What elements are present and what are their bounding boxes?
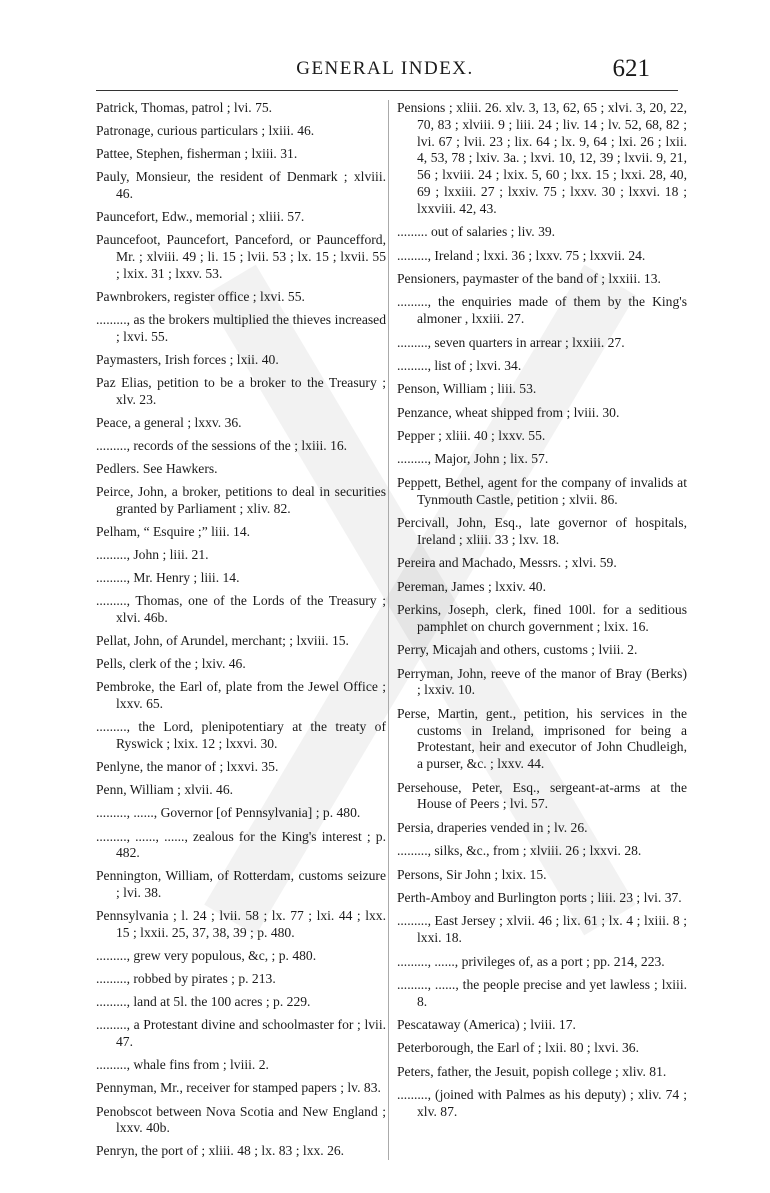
index-entry: Pennsylvania ; l. 24 ; lvii. 58 ; lx. 77 ; lxi. 44 ; lxx. 15 ; lxxii. 25, 37, 38, 39 ; p. 480. bbox=[96, 908, 386, 941]
page-number: 621 bbox=[612, 55, 650, 82]
index-entry: Peters, father, the Jesuit, popish college ; xliv. 81. bbox=[397, 1063, 667, 1079]
index-entry: Percivall, John, Esq., late governor of hospitals, Ireland ; xliii. 33 ; lxv. 18. bbox=[397, 515, 687, 547]
index-entry: Pellat, John, of Arundel, merchant; ; lxviii. 15. bbox=[96, 633, 349, 649]
index-entry: Pepper ; xliii. 40 ; lxxv. 55. bbox=[397, 428, 546, 444]
index-entry: Pereman, James ; lxxiv. 40. bbox=[397, 578, 546, 594]
index-entry: ........., a Protestant divine and schoolmaster for ; lvii. 47. bbox=[96, 1017, 386, 1050]
index-entry: ........., Mr. Henry ; liii. 14. bbox=[96, 570, 240, 586]
index-entry: Patrick, Thomas, patrol ; lvi. 75. bbox=[96, 100, 273, 115]
index-entry: Persia, draperies vended in ; lv. 26. bbox=[397, 819, 588, 835]
index-entry: Pelham, “ Esquire ;” liii. 14. bbox=[96, 524, 251, 540]
index-entry: ........., robbed by pirates ; p. 213. bbox=[96, 971, 276, 987]
index-entry: Perth-Amboy and Burlington ports ; liii. 23 ; lvi. 37. bbox=[397, 889, 682, 905]
index-entry: Persehouse, Peter, Esq., sergeant-at-arms at the House of Peers ; lvi. 57. bbox=[397, 779, 687, 812]
index-entry: ........., East Jersey ; xlvii. 46 ; lix. 61 ; lx. 4 ; lxiii. 8 ; lxxi. 18. bbox=[397, 913, 687, 946]
page-title: GENERAL INDEX. bbox=[296, 58, 474, 79]
index-entry: ........., John ; liii. 21. bbox=[96, 547, 209, 563]
index-entry: ........., seven quarters in arrear ; lxxiii. 27. bbox=[397, 334, 625, 350]
index-entry: Pensions ; xliii. 26. xlv. 3, 13, 62, 65 ; xlvi. 3, 20, 22, 70, 83 ; xlviii. 9 ; liii. 24 ; liv. 14 ; lv. 52, 68, 82 ; lvi. 67 ; lvii. 23 ; lix. 64 ; lx. 9, 64 ; lxi. 26 ; lxii. 4, 53, 78 ; lxiv. 3a. ; lxvi. 10, 12, 39 ; lxvii. 9, 21, 56 ; lxviii. 24 ; lxix. 5, 60 ; lxx. 15 ; lxxi. 28, 40, 69 ; lxxiii. 27 ; lxxiv. 75 ; lxxv. 30 ; lxxvi. 18 ; lxxviii. 42, 43. bbox=[397, 100, 687, 216]
index-entry: Penobscot between Nova Scotia and New England ; lxxv. 40b. bbox=[96, 1103, 386, 1136]
index-entry: Patronage, curious particulars ; lxiii. 46. bbox=[96, 123, 315, 139]
index-entry: Paymasters, Irish forces ; lxii. 40. bbox=[96, 351, 279, 367]
index-entry: ........., Ireland ; lxxi. 36 ; lxxv. 75 ; lxxvii. 24. bbox=[397, 247, 646, 263]
index-entry: Paz Elias, petition to be a broker to the Treasury ; xlv. 23. bbox=[96, 375, 386, 407]
index-entry: Pescataway (America) ; lviii. 17. bbox=[397, 1017, 576, 1033]
index-entry: Pennington, William, of Rotterdam, customs seizure ; lvi. 38. bbox=[96, 868, 386, 901]
column-divider bbox=[388, 100, 389, 1160]
index-entry: Pauncefort, Edw., memorial ; xliii. 57. bbox=[96, 209, 305, 225]
index-entry: Penryn, the port of ; xliii. 48 ; lx. 83 ; lxx. 26. bbox=[96, 1143, 345, 1159]
index-entry: ........., ......, privileges of, as a port ; pp. 214, 223. bbox=[397, 953, 665, 969]
index-entry: Pauly, Monsieur, the resident of Denmark ; xlviii. 46. bbox=[96, 169, 386, 202]
index-entry: Pells, clerk of the ; lxiv. 46. bbox=[96, 656, 246, 672]
index-entry: Perryman, John, reeve of the manor of Bray (Berks) ; lxxiv. 10. bbox=[397, 665, 687, 698]
index-entry: ........., records of the sessions of the ; lxiii. 16. bbox=[96, 438, 348, 454]
index-entry: ........., ......, Governor [of Pennsylvania] ; p. 480. bbox=[96, 805, 361, 821]
index-entry: ........., silks, &c., from ; xlviii. 26 ; lxxvi. 28. bbox=[397, 843, 642, 859]
index-entry: ........., whale fins from ; lviii. 2. bbox=[96, 1057, 269, 1073]
index-entry: Peppett, Bethel, agent for the company of invalids at Tynmouth Castle, petition ; xlvii. 86. bbox=[397, 474, 687, 507]
index-entry: ........., grew very populous, &c, ; p. 480. bbox=[96, 948, 317, 964]
index-entry: Pensioners, paymaster of the band of ; lxxiii. 13. bbox=[397, 270, 661, 286]
index-entry: ........., ......, ......, zealous for the King's interest ; p. 482. bbox=[96, 828, 386, 861]
index-entry: Penlyne, the manor of ; lxxvi. 35. bbox=[96, 759, 279, 775]
index-entry: ........., (joined with Palmes as his deputy) ; xliv. 74 ; xlv. 87. bbox=[397, 1087, 687, 1120]
index-entry: ........., as the brokers multiplied the thieves increased ; lxvi. 55. bbox=[96, 312, 386, 344]
index-entry: Persons, Sir John ; lxix. 15. bbox=[397, 866, 547, 882]
page-header bbox=[0, 55, 770, 98]
index-entry: Pereira and Machado, Messrs. ; xlvi. 59. bbox=[397, 555, 617, 571]
index-entry: Penzance, wheat shipped from ; lviii. 30. bbox=[397, 404, 620, 420]
index-entry: ........., Thomas, one of the Lords of the Treasury ; xlvi. 46b. bbox=[96, 593, 386, 626]
index-entry: Penson, William ; liii. 53. bbox=[397, 381, 537, 397]
index-entry: Peace, a general ; lxxv. 36. bbox=[96, 414, 242, 430]
index-entry: Pawnbrokers, register office ; lxvi. 55. bbox=[96, 288, 305, 304]
index-entry: Pennyman, Mr., receiver for stamped papers ; lv. 83. bbox=[96, 1080, 381, 1096]
index-entry: Pattee, Stephen, fisherman ; lxiii. 31. bbox=[96, 146, 298, 162]
index-column-left bbox=[96, 100, 386, 1167]
index-entry: Pauncefoot, Pauncefort, Panceford, or Pauncefford, Mr. ; xlviii. 49 ; li. 15 ; lvii. 53 ; lx. 15 ; lxvii. 55 ; lxix. 31 ; lxxv. 53. bbox=[96, 232, 386, 281]
header-rule bbox=[96, 90, 678, 91]
index-entry: Perry, Micajah and others, customs ; lviii. 2. bbox=[397, 642, 638, 658]
index-entry: ........., ......, the people precise and yet lawless ; lxiii. 8. bbox=[397, 976, 687, 1009]
index-entry: Pedlers. See Hawkers. bbox=[96, 461, 218, 477]
index-entry: ........., the Lord, plenipotentiary at the treaty of Ryswick ; lxix. 12 ; lxxvi. 30. bbox=[96, 719, 386, 752]
index-column-right bbox=[397, 100, 687, 1127]
index-entry: Perse, Martin, gent., petition, his services in the customs in Ireland, imprisoned for being a Protestant, heir and executor of John Chudleigh, a purser, &c. ; lxxv. 44. bbox=[397, 705, 687, 772]
index-entry: ........., Major, John ; lix. 57. bbox=[397, 451, 549, 467]
index-entry: ......... out of salaries ; liv. 39. bbox=[397, 224, 556, 240]
index-entry: ........., the enquiries made of them by the King's almoner , lxxiii. 27. bbox=[397, 294, 687, 327]
index-entry: ........., land at 5l. the 100 acres ; p. 229. bbox=[96, 994, 311, 1010]
index-entry: Pembroke, the Earl of, plate from the Jewel Office ; lxxv. 65. bbox=[96, 679, 386, 712]
index-entry: Peterborough, the Earl of ; lxii. 80 ; lxvi. 36. bbox=[397, 1040, 640, 1056]
index-entry: Perkins, Joseph, clerk, fined 100l. for a seditious pamphlet on church government ; lxix. 16. bbox=[397, 602, 687, 634]
index-entry: ........., list of ; lxvi. 34. bbox=[397, 357, 522, 373]
index-entry: Penn, William ; xlvii. 46. bbox=[96, 782, 234, 798]
index-entry: Peirce, John, a broker, petitions to deal in securities granted by Parliament ; xliv. 82. bbox=[96, 484, 386, 516]
